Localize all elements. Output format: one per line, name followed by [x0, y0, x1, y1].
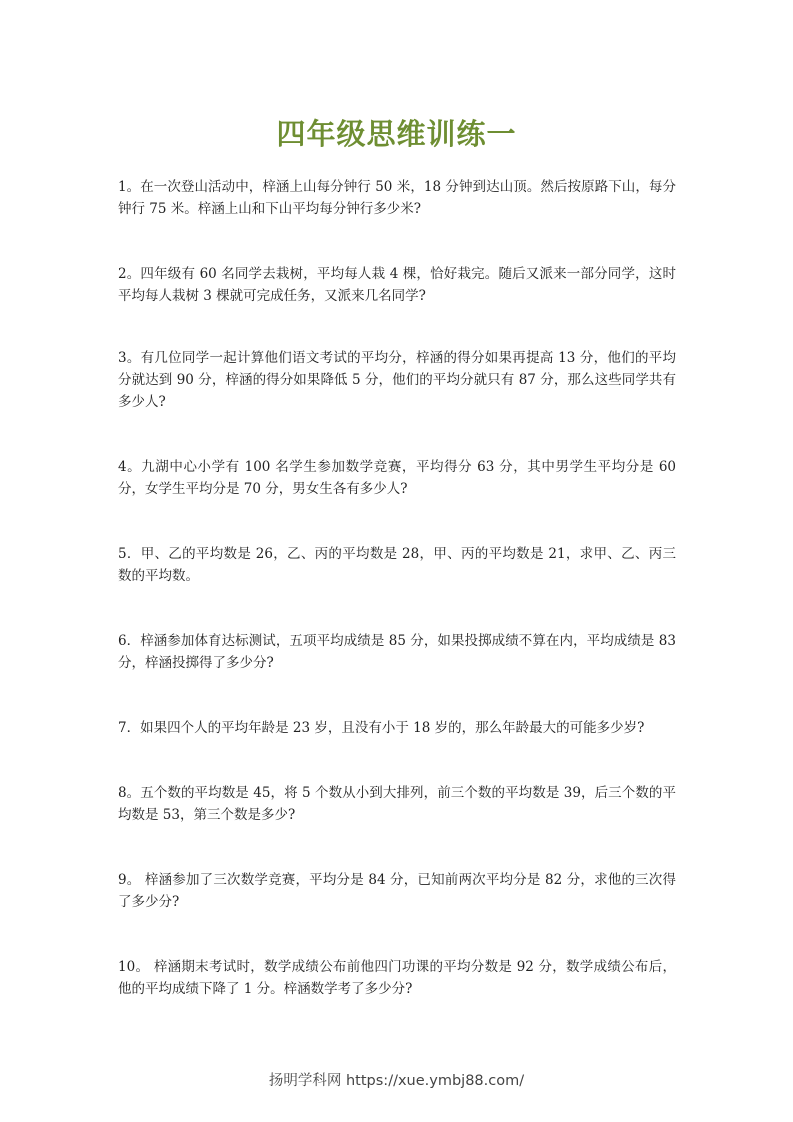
question-1: 1。在一次登山活动中，梓涵上山每分钟行 50 米，18 分钟到达山顶。然后按原路下山，每分钟行 75 米。梓涵上山和下山平均每分钟行多少米? [118, 179, 676, 217]
page-title: 四年级思维训练一 [276, 117, 517, 151]
question-10: 10。 梓涵期末考试时，数学成绩公布前他四门功课的平均分数是 92 分，数学成绩公布后，他的平均成绩下降了 1 分。梓涵数学考了多少分? [118, 959, 676, 997]
footer-watermark: 扬明学科网 https://xue.ymbj88.com/ [268, 1073, 525, 1089]
question-3: 3。有几位同学一起计算他们语文考试的平均分，梓涵的得分如果再提高 13 分，他们的平均分就达到 90 分，梓涵的得分如果降低 5 分，他们的平均分就只有 87 分，那么这些同学共有多少人? [118, 350, 676, 410]
question-list [118, 176, 676, 1043]
question-4: 4。九湖中心小学有 100 名学生参加数学竞赛，平均得分 63 分，其中男学生平均分是 60 分，女学生平均分是 70 分，男女生各有多少人? [118, 459, 676, 497]
question-6: 6．梓涵参加体育达标测试，五项平均成绩是 85 分，如果投掷成绩不算在内，平均成绩是 83 分，梓涵投掷得了多少分? [118, 633, 676, 671]
question-2: 2。四年级有 60 名同学去栽树，平均每人栽 4 棵，恰好栽完。随后又派来一部分同学，这时平均每人栽树 3 棵就可完成任务，又派来几名同学? [118, 266, 676, 304]
question-9: 9。 梓涵参加了三次数学竞赛，平均分是 84 分，已知前两次平均分是 82 分，求他的三次得了多少分? [118, 872, 676, 910]
question-5: 5．甲、乙的平均数是 26，乙、丙的平均数是 28，甲、丙的平均数是 21，求甲、乙、丙三数的平均数。 [118, 546, 676, 584]
question-7: 7．如果四个人的平均年龄是 23 岁，且没有小于 18 岁的，那么年龄最大的可能多少岁? [118, 720, 645, 736]
question-8: 8。五个数的平均数是 45，将 5 个数从小到大排列，前三个数的平均数是 39，后三个数的平均数是 53，第三个数是多少? [118, 785, 676, 823]
